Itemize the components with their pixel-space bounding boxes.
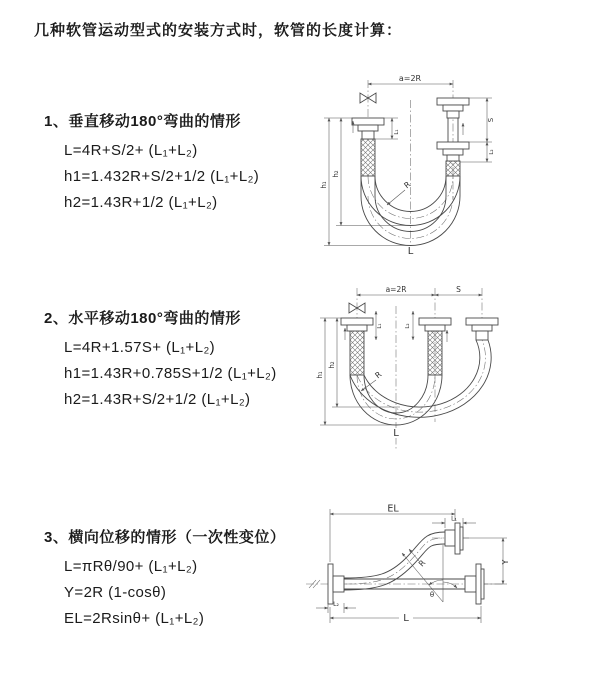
dim-label-l1: L₁ xyxy=(451,515,457,523)
dim-label-r: R xyxy=(373,369,384,381)
section-2-formula-l: L=4R+1.57S+ (L₁+L₂) xyxy=(64,339,216,356)
braid-section xyxy=(361,139,375,176)
braid-section xyxy=(350,331,364,375)
right-flange xyxy=(465,564,484,604)
dim-label-s: S xyxy=(456,285,461,294)
section-3-heading: 3、横向位移的情形（一次性变位） xyxy=(44,529,286,546)
dim-label-l2: L₂ xyxy=(489,149,495,155)
dim-label-l: L xyxy=(407,246,414,257)
dimension-a2r xyxy=(368,74,453,84)
left-flange xyxy=(328,564,344,604)
length-label xyxy=(390,428,402,439)
section-2-formula-h2: h2=1.43R+S/2+1/2 (L₁+L₂) xyxy=(64,391,251,408)
dimension-l2 xyxy=(316,601,356,613)
section-3-formula-l: L=πRθ/90+ (L₁+L₂) xyxy=(64,558,198,575)
left-flange xyxy=(352,118,384,139)
diagram-lateral-displacement xyxy=(298,500,600,652)
dim-label-el: EL xyxy=(387,503,399,515)
section-2-heading: 2、水平移动180°弯曲的情形 xyxy=(44,310,241,327)
right-flange-lower xyxy=(437,142,469,161)
dim-label-h1: h₁ xyxy=(316,371,324,379)
dim-label-l: L xyxy=(393,428,399,439)
section-1-heading: 1、垂直移动180°弯曲的情形 xyxy=(44,113,241,130)
section-2 xyxy=(44,307,277,413)
section-1-formula-l: L=4R+S/2+ (L₁+L₂) xyxy=(64,142,198,159)
dimension-l1 xyxy=(376,311,383,340)
dim-label-a2r: a=2R xyxy=(385,285,407,294)
diagram-horizontal-180-bend xyxy=(310,280,592,460)
dimension-l2 xyxy=(405,311,413,340)
section-1-formula-h1: h1=1.432R+S/2+1/2 (L₁+L₂) xyxy=(64,168,260,185)
left-flange xyxy=(341,318,373,331)
right-flange xyxy=(466,318,498,340)
braid-section xyxy=(428,331,442,375)
dimension-l xyxy=(330,606,481,624)
section-3-formula-y: Y=2R (1-cosθ) xyxy=(64,584,167,601)
dim-label-a2r: a=2R xyxy=(398,74,422,83)
dim-label-l: L xyxy=(403,613,409,624)
dim-label-l2: L₂ xyxy=(405,323,411,329)
dimension-l1 xyxy=(432,516,476,529)
dim-label-h2: h₂ xyxy=(328,361,336,369)
upper-right-flange xyxy=(445,523,463,554)
section-3-formula-el: EL=2Rsinθ+ (L₁+L₂) xyxy=(64,610,205,627)
right-flange-upper xyxy=(437,98,469,118)
dimension-s xyxy=(435,285,482,295)
section-2-formula-h1: h1=1.43R+0.785S+1/2 (L₁+L₂) xyxy=(64,365,277,382)
hose-assembly xyxy=(350,331,491,425)
dim-label-theta: θ xyxy=(429,591,435,599)
section-1 xyxy=(44,110,259,216)
dim-label-r: R xyxy=(416,558,428,569)
braid-section xyxy=(446,161,460,176)
dim-label-l1: L₁ xyxy=(377,323,383,329)
dim-label-h1: h₁ xyxy=(320,181,328,189)
dim-label-l2: L₂ xyxy=(333,601,339,608)
dim-label-s: S xyxy=(487,117,495,123)
middle-flange xyxy=(419,318,451,331)
section-3 xyxy=(44,526,285,632)
dimension-s xyxy=(469,98,495,142)
section-1-formula-h2: h2=1.43R+1/2 (L₁+L₂) xyxy=(64,194,218,211)
page-title: 几种软管运动型式的安装方式时，软管的长度计算： xyxy=(34,22,403,39)
diagram-vertical-180-bend xyxy=(308,70,598,266)
dim-label-r: R xyxy=(402,179,413,191)
dim-label-l1: L₁ xyxy=(394,129,400,135)
dim-label-y: Y xyxy=(501,559,510,565)
dim-label-h2: h₂ xyxy=(332,170,340,178)
radius-callout xyxy=(387,180,413,205)
length-label xyxy=(405,246,416,257)
dimension-a2r xyxy=(357,285,435,295)
